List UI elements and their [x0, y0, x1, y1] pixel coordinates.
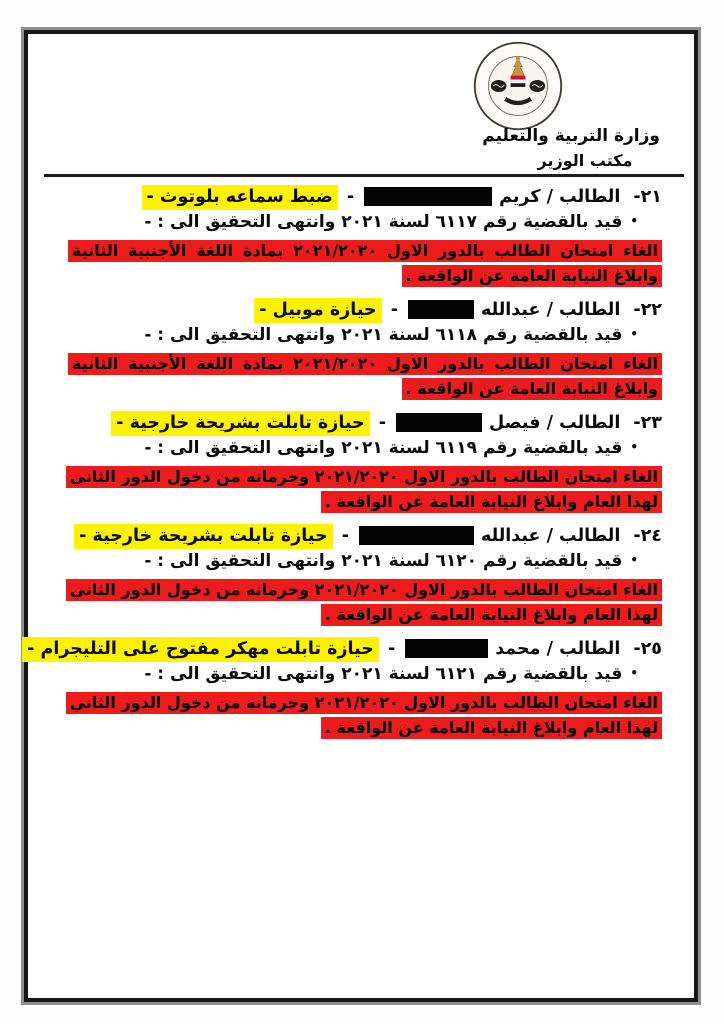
item-number: ٢٣- [633, 413, 662, 433]
bullet-icon: • [630, 214, 638, 228]
decision-block [68, 577, 662, 627]
dash-separator: - [341, 526, 349, 546]
student-name: الطالب / عبدالله [480, 300, 621, 320]
decision-block [68, 351, 662, 401]
case-item [68, 299, 662, 401]
decision-text-highlight: الغاء امتحان الطالب بالدور الاول ٢٠٢١/٢٠٢٠ بمادة اللغة الأجنبية الثانية وابلاغ النيابة العامة عن الواقعة . [68, 240, 662, 287]
dash-separator: - [390, 300, 398, 320]
dash-separator: - [378, 413, 387, 433]
name-redaction-bar [396, 413, 482, 432]
case-item-header [68, 186, 662, 208]
item-number: ٢١- [633, 187, 662, 207]
bullet-icon: • [630, 666, 638, 680]
decision-block [68, 464, 662, 514]
decision-block [68, 690, 662, 740]
case-registration-line [68, 550, 638, 572]
item-number: ٢٢- [633, 300, 662, 320]
letterhead [28, 34, 694, 174]
case-item [68, 186, 662, 288]
case-text: قيد بالقضية رقم ٦١١٧ لسنة ٢٠٢١ وانتهى التحقيق الى : - [144, 212, 623, 232]
ministry-seal-icon [472, 40, 564, 132]
items-list [28, 177, 694, 740]
violation-highlight: حيازة تابلت بشريحة خارجية - [111, 411, 369, 436]
bullet-icon: • [630, 327, 638, 341]
bullet-icon: • [630, 440, 638, 454]
case-item-header [68, 412, 662, 434]
name-redaction-bar [408, 300, 474, 319]
dash-separator: - [387, 639, 396, 659]
case-item [68, 412, 662, 514]
item-number: ٢٤- [633, 526, 662, 546]
violation-highlight: ضبط سماعه بلوتوث - [142, 185, 338, 210]
case-text: قيد بالقضية رقم ٦١٢٠ لسنة ٢٠٢١ وانتهى التحقيق الى : - [144, 551, 623, 571]
case-registration-line [68, 663, 638, 685]
decision-text-highlight: الغاء امتحان الطالب بالدور الاول ٢٠٢١/٢٠٢٠ وحرمانه من دخول الدور الثاني لهذا العام وابلاغ النيابة العامة عن الواقعة . [66, 466, 662, 513]
case-item-header [68, 299, 662, 321]
decision-text-highlight: الغاء امتحان الطالب بالدور الاول ٢٠٢١/٢٠٢٠ بمادة اللغة الأجنبية الثانية وابلاغ النيابة العامة عن الواقعة . [68, 353, 662, 400]
student-name: الطالب / محمد [495, 639, 621, 659]
decision-block [68, 238, 662, 288]
case-text: قيد بالقضية رقم ٦١٢١ لسنة ٢٠٢١ وانتهى التحقيق الى : - [144, 664, 623, 684]
case-registration-line [68, 437, 638, 459]
case-item [27, 638, 662, 740]
page-frame [24, 30, 698, 1002]
case-item-header [68, 525, 662, 547]
name-redaction-bar [359, 526, 474, 545]
case-item [68, 525, 662, 627]
bullet-icon: • [630, 553, 638, 567]
ministry-name: وزارة التربية والتعليم [482, 126, 660, 146]
seal-ring-text [472, 40, 476, 42]
decision-text-highlight: الغاء امتحان الطالب بالدور الاول ٢٠٢١/٢٠٢٠ وحرمانه من دخول الدور الثاني لهذا العام وابلاغ النيابة العامة عن الواقعة . [66, 692, 662, 739]
case-text: قيد بالقضية رقم ٦١١٨ لسنة ٢٠٢١ وانتهى التحقيق الى : - [144, 325, 623, 345]
case-registration-line [68, 211, 638, 233]
item-number: ٢٥- [633, 639, 662, 659]
student-name: الطالب / كريم [499, 187, 621, 207]
svg-text:MINISTRY OF EDUCATION AND TECH [472, 40, 476, 42]
office-name: مكتب الوزير [537, 151, 633, 170]
case-registration-line [68, 324, 638, 346]
student-name: الطالب / فيصل [489, 413, 621, 433]
violation-highlight: حيازة تابلت بشريحة خارجية - [74, 524, 332, 549]
case-text: قيد بالقضية رقم ٦١١٩ لسنة ٢٠٢١ وانتهى التحقيق الى : - [144, 438, 623, 458]
decision-text-highlight: الغاء امتحان الطالب بالدور الاول ٢٠٢١/٢٠٢٠ وحرمانه من دخول الدور الثاني لهذا العام وابلاغ النيابة العامة عن الواقعة . [66, 579, 662, 626]
name-redaction-bar [364, 187, 492, 206]
violation-highlight: حيازة تابلت مهكر مفتوح على التليجرام - [22, 637, 379, 662]
name-redaction-bar [405, 639, 488, 658]
violation-highlight: حيازة موبيل - [254, 298, 381, 323]
student-name: الطالب / عبدالله [480, 526, 621, 546]
case-item-header [27, 638, 662, 660]
dash-separator: - [346, 187, 355, 207]
